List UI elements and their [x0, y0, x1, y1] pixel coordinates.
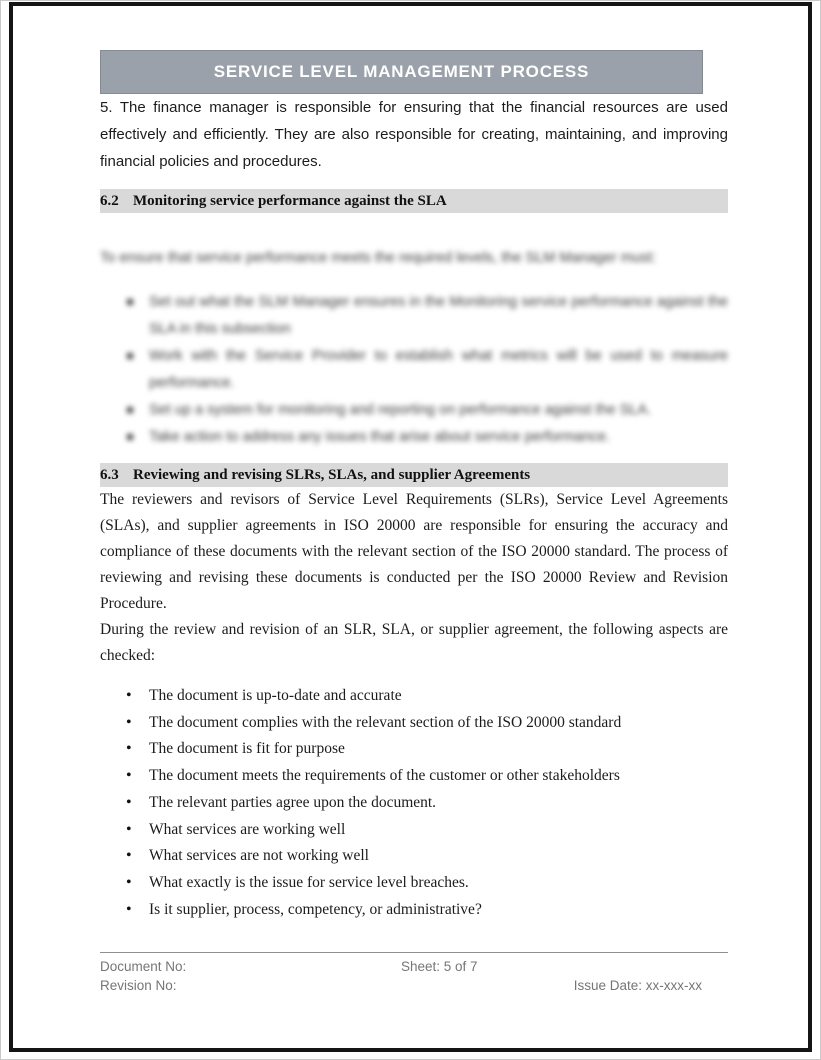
section-6-3-paragraph-1: The reviewers and revisors of Service Level Requirements (SLRs), Service Level Agreements (SLAs), and supplier agreements in ISO 20000 are responsible for ensuring the accuracy and compliance of these documents with the relevant section of the ISO 20000 standard. The process of reviewing and revising these documents is conducted per the ISO 20000 Review and Revision Procedure.: [100, 491, 728, 612]
footer-revision-no-label: Revision No:: [100, 978, 177, 993]
redacted-bullet-list: [100, 289, 728, 451]
redacted-intro-paragraph: To ensure that service performance meets the required levels, the SLM Manager must:: [100, 250, 657, 266]
list-item: • What exactly is the issue for service level breaches.: [100, 870, 728, 897]
footer-row-1: [100, 958, 728, 976]
list-item: • The document is fit for purpose: [100, 736, 728, 763]
list-item: • What services are not working well: [100, 843, 728, 870]
list-item: • What services are working well: [100, 817, 728, 844]
section-heading-6-2: [100, 189, 728, 213]
redacted-section-body: [100, 245, 728, 451]
list-item: • The relevant parties agree upon the document.: [100, 790, 728, 817]
list-item: • The document complies with the relevant section of the ISO 20000 standard: [100, 710, 728, 737]
list-item: Set out what the SLM Manager ensures in the Monitoring service performance against the SLA in this subsection: [100, 289, 728, 343]
page-footer: [100, 952, 728, 995]
intro-paragraph: 5. The finance manager is responsible for ensuring that the financial resources are used effectively and efficiently. They are also responsible for creating, maintaining, and improving financial policies and procedures.: [100, 99, 728, 170]
list-item: • The document meets the requirements of the customer or other stakeholders: [100, 763, 728, 790]
list-item: Work with the Service Provider to establish what metrics will be used to measure performance.: [100, 343, 728, 397]
page-content: [100, 50, 728, 923]
section-title: Reviewing and revising SLRs, SLAs, and supplier Agreements: [133, 466, 531, 483]
checked-aspects-list: [100, 683, 728, 923]
section-heading-6-3: [100, 463, 728, 487]
document-title: SERVICE LEVEL MANAGEMENT PROCESS: [213, 62, 590, 81]
footer-sheet-label: Sheet: 5 of 7: [401, 959, 478, 974]
section-title: Monitoring service performance against the SLA: [133, 192, 447, 209]
footer-row-2: [100, 977, 728, 995]
document-title-banner: [100, 50, 703, 94]
list-item: • The document is up-to-date and accurate: [100, 683, 728, 710]
footer-issue-date-label: Issue Date: xx-xxx-xx: [573, 978, 702, 993]
list-item: Take action to address any issues that arise about service performance.: [100, 424, 728, 451]
section-number: 6.2: [100, 192, 119, 209]
section-number: 6.3: [100, 466, 119, 483]
section-6-3-paragraph-2: During the review and revision of an SLR, SLA, or supplier agreement, the following aspects are checked:: [100, 621, 728, 664]
list-item: • Is it supplier, process, competency, or administrative?: [100, 897, 728, 924]
list-item: Set up a system for monitoring and reporting on performance against the SLA.: [100, 397, 728, 424]
footer-document-no-label: Document No:: [100, 959, 187, 974]
